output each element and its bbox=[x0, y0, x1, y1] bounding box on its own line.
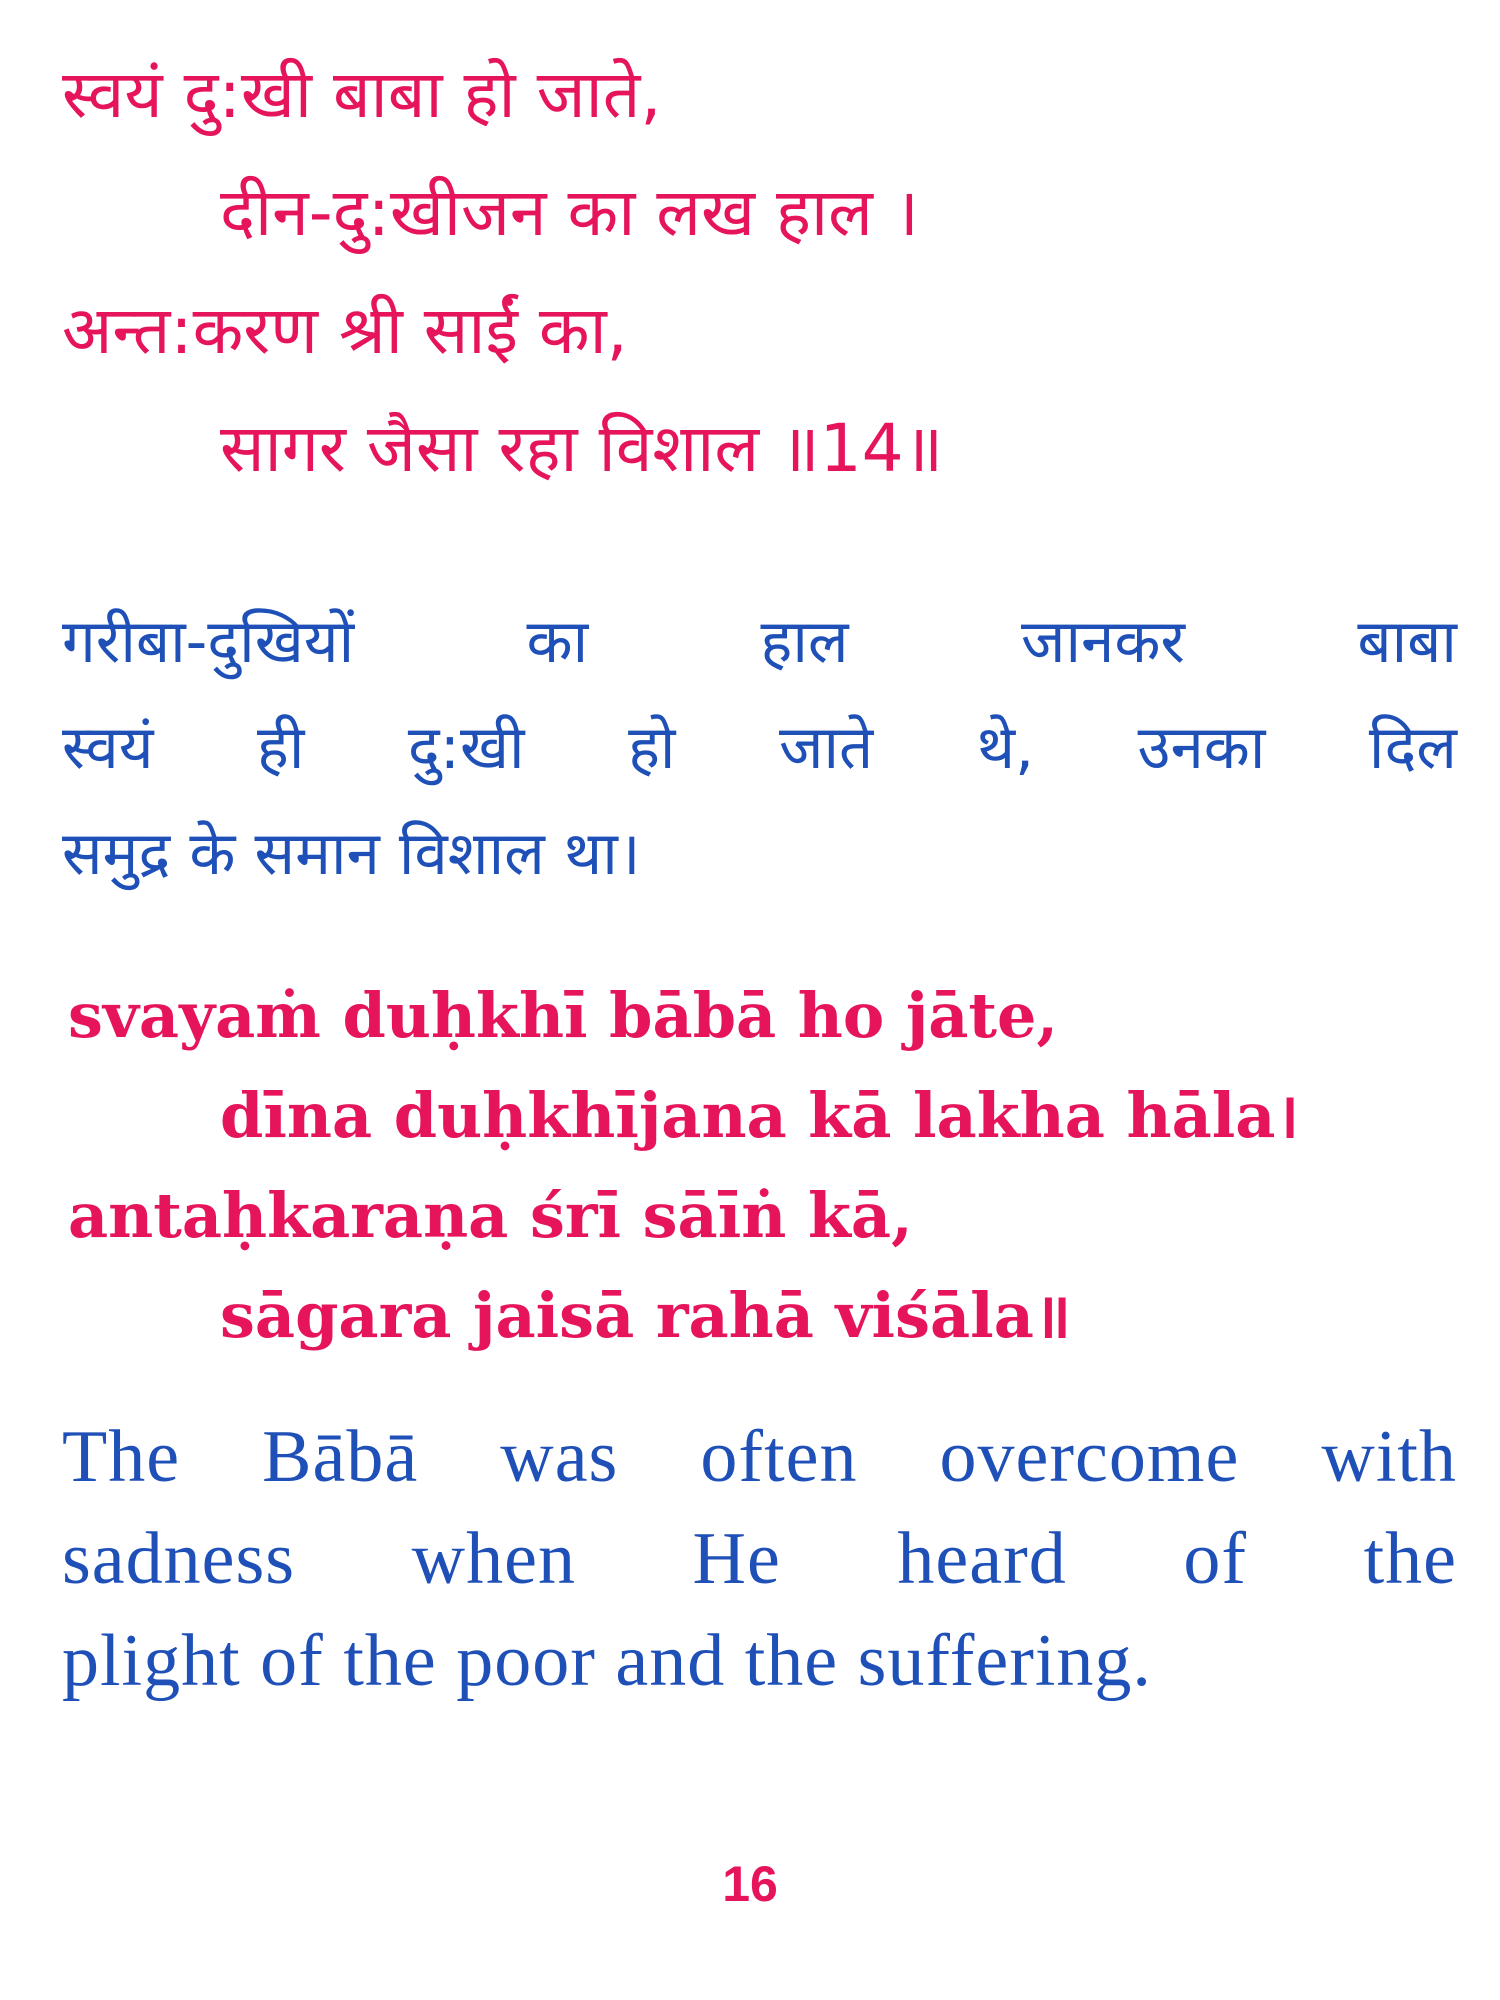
word: ही bbox=[256, 713, 305, 783]
word: जानकर bbox=[1020, 607, 1185, 677]
english-line-3: plight of the poor and the suffering. bbox=[62, 1620, 1152, 1702]
word: Bābā bbox=[262, 1416, 419, 1498]
word: overcome bbox=[939, 1416, 1240, 1498]
english-line-2 bbox=[62, 1518, 1457, 1600]
word: गरीबा-दुखियों bbox=[62, 607, 355, 677]
word: स्वयं bbox=[62, 713, 154, 783]
word: He bbox=[692, 1518, 781, 1600]
word: हाल bbox=[760, 607, 849, 677]
word: थे, bbox=[976, 713, 1035, 783]
word: the bbox=[1363, 1518, 1457, 1600]
hindi-prose-line-1 bbox=[62, 607, 1457, 677]
word: उनका bbox=[1137, 713, 1266, 783]
word: का bbox=[526, 607, 589, 677]
english-line-1 bbox=[62, 1416, 1457, 1498]
word: heard bbox=[897, 1518, 1067, 1600]
word: was bbox=[500, 1416, 619, 1498]
translit-line-3: antaḥkaraṇa śrī sāīṅ kā, bbox=[68, 1179, 913, 1252]
hindi-verse-line-4: सागर जैसा रहा विशाल ॥14॥ bbox=[220, 410, 944, 487]
translit-line-2: dīna duḥkhījana kā lakha hāla। bbox=[220, 1079, 1299, 1152]
word: दु:खी bbox=[407, 713, 525, 783]
word: often bbox=[700, 1416, 858, 1498]
page-number: 16 bbox=[722, 1856, 778, 1912]
word: of bbox=[1183, 1518, 1247, 1600]
hindi-prose-line-2 bbox=[62, 713, 1457, 783]
translit-line-1: svayaṁ duḥkhī bābā ho jāte, bbox=[68, 979, 1059, 1052]
word: दिल bbox=[1368, 713, 1457, 783]
translit-line-4: sāgara jaisā rahā viśāla॥ bbox=[220, 1279, 1072, 1352]
hindi-verse-line-2: दीन-दु:खीजन का लख हाल । bbox=[220, 174, 919, 251]
word: when bbox=[411, 1518, 576, 1600]
hindi-verse-line-1: स्वयं दु:खी बाबा हो जाते, bbox=[62, 56, 662, 133]
hindi-prose-line-3: समुद्र के समान विशाल था। bbox=[62, 819, 641, 889]
word: हो bbox=[628, 713, 676, 783]
word: बाबा bbox=[1357, 607, 1457, 677]
word: जाते bbox=[778, 713, 874, 783]
word: with bbox=[1321, 1416, 1457, 1498]
word: The bbox=[62, 1416, 181, 1498]
word: sadness bbox=[62, 1518, 296, 1600]
hindi-verse-line-3: अन्त:करण श्री साईं का, bbox=[62, 292, 628, 369]
